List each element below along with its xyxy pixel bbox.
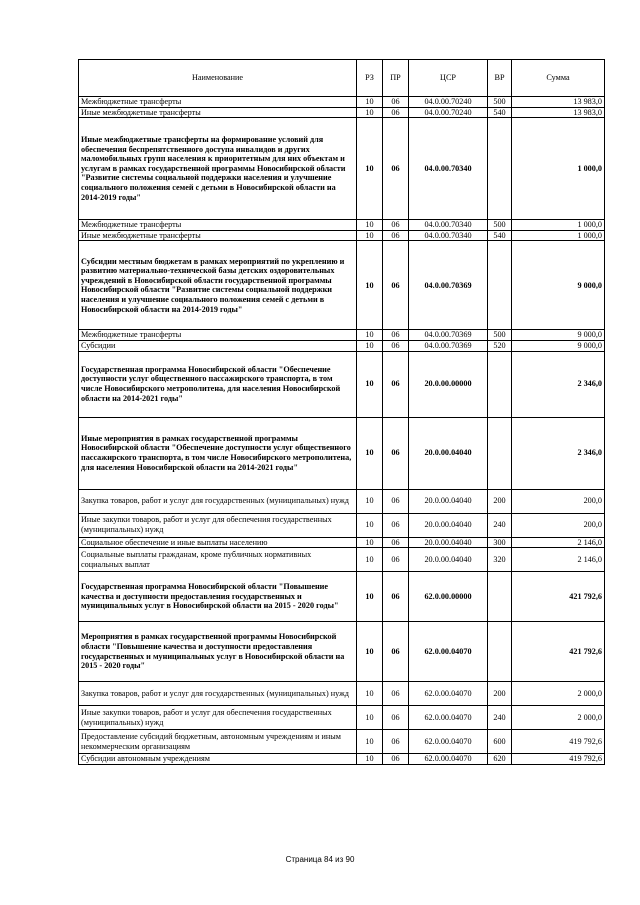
cell-pr: 06 xyxy=(383,682,409,706)
cell-name: Государственная программа Новосибирской области "Обеспечение доступности услуг общественного пассажирского транспорта, в том числе Новосибирского метрополитена, для населения Новосибирской области на 2014-2021 годы" xyxy=(79,351,357,417)
cell-name: Закупка товаров, работ и услуг для государственных (муниципальных) нужд xyxy=(79,489,357,513)
cell-pr: 06 xyxy=(383,220,409,231)
cell-name: Закупка товаров, работ и услуг для государственных (муниципальных) нужд xyxy=(79,682,357,706)
cell-sum: 2 000,0 xyxy=(512,706,605,730)
cell-sum: 2 146,0 xyxy=(512,537,605,548)
cell-pr: 06 xyxy=(383,241,409,330)
cell-name: Иные межбюджетные трансферты xyxy=(79,107,357,118)
cell-name: Социальные выплаты гражданам, кроме публичных нормативных социальных выплат xyxy=(79,548,357,572)
cell-sum: 1 000,0 xyxy=(512,220,605,231)
cell-sum: 2 346,0 xyxy=(512,351,605,417)
cell-name: Межбюджетные трансферты xyxy=(79,330,357,341)
cell-rz: 10 xyxy=(357,351,383,417)
cell-sum: 9 000,0 xyxy=(512,241,605,330)
page-footer: Страница 84 из 90 xyxy=(285,855,355,864)
header-rz: РЗ xyxy=(357,60,383,97)
cell-sum: 419 792,6 xyxy=(512,754,605,765)
table-row xyxy=(79,118,605,220)
cell-pr: 06 xyxy=(383,537,409,548)
cell-name: Межбюджетные трансферты xyxy=(79,220,357,231)
cell-vr: 540 xyxy=(488,107,512,118)
table-row xyxy=(79,537,605,548)
cell-vr: 200 xyxy=(488,489,512,513)
cell-name: Межбюджетные трансферты xyxy=(79,97,357,108)
cell-rz: 10 xyxy=(357,330,383,341)
cell-vr: 500 xyxy=(488,330,512,341)
cell-csr: 20.0.00.04040 xyxy=(409,548,488,572)
table-row xyxy=(79,548,605,572)
cell-vr xyxy=(488,417,512,489)
cell-pr: 06 xyxy=(383,417,409,489)
cell-csr: 20.0.00.04040 xyxy=(409,513,488,537)
cell-csr: 62.0.00.04070 xyxy=(409,730,488,754)
cell-rz: 10 xyxy=(357,548,383,572)
cell-vr xyxy=(488,351,512,417)
table-row xyxy=(79,230,605,241)
cell-csr: 04.0.00.70340 xyxy=(409,118,488,220)
cell-csr: 62.0.00.04070 xyxy=(409,622,488,682)
cell-name: Субсидии местным бюджетам в рамках мероприятий по укреплению и развитию материально-технической базы детских оздоровительных учреждений в Новосибирской области государственной программы Новосибирской области "Развитие системы социальной поддержки населения и улучшение социального положения семей с детьми в Новосибирской области на 2014-2019 годы" xyxy=(79,241,357,330)
cell-csr: 04.0.00.70369 xyxy=(409,241,488,330)
cell-rz: 10 xyxy=(357,513,383,537)
budget-table xyxy=(78,59,605,765)
table-row xyxy=(79,351,605,417)
cell-sum: 421 792,6 xyxy=(512,572,605,622)
table-row xyxy=(79,622,605,682)
header-sum: Сумма xyxy=(512,60,605,97)
cell-vr: 300 xyxy=(488,537,512,548)
cell-pr: 06 xyxy=(383,706,409,730)
cell-rz: 10 xyxy=(357,241,383,330)
cell-vr: 520 xyxy=(488,340,512,351)
cell-name: Социальное обеспечение и иные выплаты населению xyxy=(79,537,357,548)
cell-vr: 240 xyxy=(488,706,512,730)
cell-vr: 240 xyxy=(488,513,512,537)
cell-sum: 1 000,0 xyxy=(512,230,605,241)
cell-name: Иные межбюджетные трансферты xyxy=(79,230,357,241)
cell-vr xyxy=(488,241,512,330)
cell-vr: 500 xyxy=(488,97,512,108)
cell-rz: 10 xyxy=(357,97,383,108)
cell-name: Иные закупки товаров, работ и услуг для обеспечения государственных (муниципальных) нужд xyxy=(79,513,357,537)
cell-rz: 10 xyxy=(357,622,383,682)
cell-csr: 62.0.00.04070 xyxy=(409,754,488,765)
cell-rz: 10 xyxy=(357,682,383,706)
cell-name: Субсидии xyxy=(79,340,357,351)
cell-csr: 04.0.00.70340 xyxy=(409,230,488,241)
table-row xyxy=(79,97,605,108)
header-vr: ВР xyxy=(488,60,512,97)
cell-vr: 200 xyxy=(488,682,512,706)
table-row xyxy=(79,706,605,730)
cell-name: Государственная программа Новосибирской области "Повышение качества и доступности предоставления государственных и муниципальных услуг в Новосибирской области на 2015 - 2020 годы" xyxy=(79,572,357,622)
cell-vr: 540 xyxy=(488,230,512,241)
table-row xyxy=(79,330,605,341)
cell-pr: 06 xyxy=(383,513,409,537)
cell-name: Субсидии автономным учреждениям xyxy=(79,754,357,765)
cell-pr: 06 xyxy=(383,548,409,572)
table-row xyxy=(79,340,605,351)
cell-rz: 10 xyxy=(357,118,383,220)
header-pr: ПР xyxy=(383,60,409,97)
cell-csr: 04.0.00.70369 xyxy=(409,340,488,351)
cell-sum: 2 146,0 xyxy=(512,548,605,572)
table-row xyxy=(79,754,605,765)
table-row xyxy=(79,220,605,231)
table-row xyxy=(79,489,605,513)
cell-sum: 200,0 xyxy=(512,513,605,537)
cell-name: Иные межбюджетные трансферты на формирование условий для обеспечения беспрепятственного доступа инвалидов и других маломобильных групп населения к приоритетным для них объектам и услугам в рамках государственной программы Новосибирской области "Развитие системы социальной поддержки населения и улучшение социального положения семей с детьми в Новосибирской области на 2014-2019 годы" xyxy=(79,118,357,220)
cell-csr: 62.0.00.04070 xyxy=(409,706,488,730)
cell-pr: 06 xyxy=(383,340,409,351)
cell-csr: 20.0.00.04040 xyxy=(409,489,488,513)
cell-sum: 421 792,6 xyxy=(512,622,605,682)
cell-pr: 06 xyxy=(383,754,409,765)
header-csr: ЦСР xyxy=(409,60,488,97)
table-row xyxy=(79,241,605,330)
cell-rz: 10 xyxy=(357,417,383,489)
cell-name: Предоставление субсидий бюджетным, автономным учреждениям и иным некоммерческим организациям xyxy=(79,730,357,754)
cell-pr: 06 xyxy=(383,230,409,241)
cell-vr: 620 xyxy=(488,754,512,765)
cell-pr: 06 xyxy=(383,622,409,682)
cell-sum: 9 000,0 xyxy=(512,330,605,341)
cell-pr: 06 xyxy=(383,572,409,622)
cell-sum: 13 983,0 xyxy=(512,107,605,118)
cell-vr: 320 xyxy=(488,548,512,572)
cell-csr: 20.0.00.04040 xyxy=(409,417,488,489)
cell-rz: 10 xyxy=(357,107,383,118)
cell-sum: 9 000,0 xyxy=(512,340,605,351)
cell-sum: 2 346,0 xyxy=(512,417,605,489)
cell-vr xyxy=(488,572,512,622)
table-row xyxy=(79,107,605,118)
cell-vr xyxy=(488,622,512,682)
cell-name: Иные закупки товаров, работ и услуг для обеспечения государственных (муниципальных) нужд xyxy=(79,706,357,730)
table-row xyxy=(79,572,605,622)
cell-pr: 06 xyxy=(383,118,409,220)
cell-pr: 06 xyxy=(383,107,409,118)
cell-rz: 10 xyxy=(357,489,383,513)
cell-csr: 20.0.00.00000 xyxy=(409,351,488,417)
cell-pr: 06 xyxy=(383,489,409,513)
cell-vr: 600 xyxy=(488,730,512,754)
cell-rz: 10 xyxy=(357,230,383,241)
table-row xyxy=(79,513,605,537)
cell-csr: 04.0.00.70240 xyxy=(409,107,488,118)
cell-csr: 04.0.00.70369 xyxy=(409,330,488,341)
cell-sum: 1 000,0 xyxy=(512,118,605,220)
cell-name: Мероприятия в рамках государственной программы Новосибирской области "Повышение качества и доступности предоставления государственных и муниципальных услуг в Новосибирской области на 2015 - 2020 годы" xyxy=(79,622,357,682)
cell-sum: 200,0 xyxy=(512,489,605,513)
cell-sum: 419 792,6 xyxy=(512,730,605,754)
cell-name: Иные мероприятия в рамках государственной программы Новосибирской области "Обеспечение доступности услуг общественного пассажирского транспорта, в том числе Новосибирского метрополитена, для населения Новосибирской области на 2014-2021 годы" xyxy=(79,417,357,489)
cell-pr: 06 xyxy=(383,351,409,417)
cell-pr: 06 xyxy=(383,730,409,754)
cell-vr xyxy=(488,118,512,220)
table-row xyxy=(79,730,605,754)
cell-pr: 06 xyxy=(383,97,409,108)
cell-rz: 10 xyxy=(357,572,383,622)
cell-csr: 20.0.00.04040 xyxy=(409,537,488,548)
cell-sum: 13 983,0 xyxy=(512,97,605,108)
table-row xyxy=(79,417,605,489)
cell-sum: 2 000,0 xyxy=(512,682,605,706)
table-row xyxy=(79,682,605,706)
cell-rz: 10 xyxy=(357,706,383,730)
table-header-row xyxy=(79,60,605,97)
cell-csr: 62.0.00.00000 xyxy=(409,572,488,622)
cell-csr: 04.0.00.70340 xyxy=(409,220,488,231)
table-body xyxy=(79,97,605,765)
cell-rz: 10 xyxy=(357,220,383,231)
cell-rz: 10 xyxy=(357,754,383,765)
cell-pr: 06 xyxy=(383,330,409,341)
cell-csr: 62.0.00.04070 xyxy=(409,682,488,706)
cell-rz: 10 xyxy=(357,537,383,548)
cell-vr: 500 xyxy=(488,220,512,231)
cell-rz: 10 xyxy=(357,730,383,754)
header-name: Наименование xyxy=(79,60,357,97)
cell-rz: 10 xyxy=(357,340,383,351)
cell-csr: 04.0.00.70240 xyxy=(409,97,488,108)
